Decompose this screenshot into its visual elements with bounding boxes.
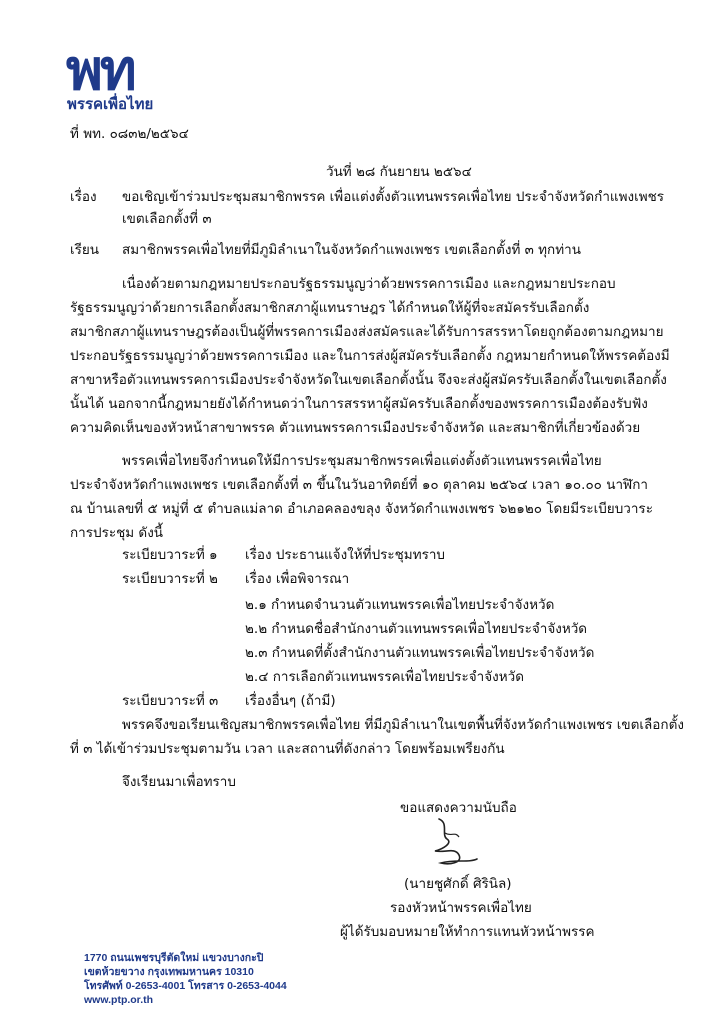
paragraph-line: ความคิดเห็นของหัวหน้าสาขาพรรค ตัวแทนพรรคการเมืองประจำจังหวัด และสมาชิกที่เกี่ยวข้องด้วย — [70, 420, 641, 436]
paragraph-line: สมาชิกสภาผู้แทนราษฎรต้องเป็นผู้ที่พรรคการเมืองส่งสมัครและได้รับการสรรหาโดยถูกต้องตามกฎหมาย — [70, 324, 664, 340]
subject-line-1: ขอเชิญเข้าร่วมประชุมสมาชิกพรรค เพื่อแต่งตั้งตัวแทนพรรคเพื่อไทย ประจำจังหวัดกำแพงเพชร — [122, 189, 665, 205]
paragraph-line: สาขาหรือตัวแทนพรรคการเมืองประจำจังหวัดในเขตเลือกตั้งนั้น จึงจะส่งผู้สมัครรับเลือกตั้งในเขตเลือกตั้ง — [70, 372, 667, 388]
agenda-item-subject: เรื่อง ประธานแจ้งให้ที่ประชุมทราบ — [245, 547, 446, 563]
handwritten-signature — [425, 813, 485, 873]
paragraph-line: ณ บ้านเลขที่ ๕ หมู่ที่ ๕ ตำบลแม่ลาด อำเภอคลองขลุง จังหวัดกำแพงเพชร ๖๒๑๒๐ โดยมีระเบียบวาระ — [70, 501, 653, 517]
agenda-subitem: ๒.๒ กำหนดชื่อสำนักงานตัวแทนพรรคเพื่อไทยประจำจังหวัด — [245, 621, 588, 637]
footer-address-line: เขตห้วยขวาง กรุงเทพมหานคร 10310 — [84, 966, 254, 978]
paragraph-line: ประจำจังหวัดกำแพงเพชร เขตเลือกตั้งที่ ๓ ขึ้นในวันอาทิตย์ที่ ๑๐ ตุลาคม ๒๕๖๔ เวลา ๑๐.๐๐ นาฬิกา — [70, 477, 649, 493]
footer-contact-line: โทรศัพท์ 0-2653-4001 โทรสาร 0-2653-4044 — [84, 980, 287, 992]
agenda-item-label: ระเบียบวาระที่ ๓ — [122, 693, 219, 709]
regards-text: ขอแสดงความนับถือ — [400, 800, 517, 816]
signer-title: รองหัวหน้าพรรคเพื่อไทย — [390, 900, 532, 916]
agenda-item-subject: เรื่อง เพื่อพิจารณา — [245, 571, 350, 587]
paragraph-line: รัฐธรรมนูญว่าด้วยการเลือกตั้งสมาชิกสภาผู้แทนราษฎร ได้กำหนดให้ผู้ที่จะสมัครรับเลือกตั้ง — [70, 300, 590, 316]
signer-name: (นายชูศักดิ์ ศิรินิล) — [404, 876, 512, 892]
agenda-subitem: ๒.๑ กำหนดจำนวนตัวแทนพรรคเพื่อไทยประจำจังหวัด — [245, 597, 555, 613]
footer-address-line: 1770 ถนนเพชรบุรีตัดใหม่ แขวงบางกะปิ — [84, 952, 264, 964]
agenda-subitem: ๒.๔ การเลือกตัวแทนพรรคเพื่อไทยประจำจังหวัด — [245, 669, 525, 685]
paragraph-line: เนื่องด้วยตามกฎหมายประกอบรัฐธรรมนูญว่าด้วยพรรคการเมือง และกฎหมายประกอบ — [122, 276, 616, 292]
recipient-label: เรียน — [70, 242, 100, 258]
recipient-text: สมาชิกพรรคเพื่อไทยที่มีภูมิลำเนาในจังหวัดกำแพงเพชร เขตเลือกตั้งที่ ๓ ทุกท่าน — [122, 242, 581, 258]
paragraph-line: ที่ ๓ ได้เข้าร่วมประชุมตามวัน เวลา และสถานที่ดังกล่าว โดยพร้อมเพรียงกัน — [70, 741, 505, 757]
agenda-subitem: ๒.๓ กำหนดที่ตั้งสำนักงานตัวแทนพรรคเพื่อไทยประจำจังหวัด — [245, 645, 595, 661]
footer-website: www.ptp.or.th — [84, 994, 154, 1006]
party-logo: พท — [66, 38, 134, 101]
signer-role: ผู้ได้รับมอบหมายให้ทำการแทนหัวหน้าพรรค — [340, 924, 595, 940]
paragraph-line: นั้นได้ นอกจากนี้กฎหมายยังได้กำหนดว่าในการสรรหาผู้สมัครรับเลือกตั้งของพรรคการเมืองต้องรับฟัง — [70, 396, 648, 412]
agenda-item-subject: เรื่องอื่นๆ (ถ้ามี) — [245, 693, 336, 709]
paragraph-line: พรรคเพื่อไทยจึงกำหนดให้มีการประชุมสมาชิกพรรคเพื่อแต่งตั้งตัวแทนพรรคเพื่อไทย — [122, 453, 602, 469]
letter-date: วันที่ ๒๘ กันยายน ๒๕๖๔ — [326, 164, 472, 180]
paragraph-line: ประกอบรัฐธรรมนูญว่าด้วยพรรคการเมือง และในการส่งผู้สมัครรับเลือกตั้ง กฎหมายกำหนดให้พรรคต้องมี — [70, 348, 670, 364]
agenda-item-label: ระเบียบวาระที่ ๑ — [122, 547, 218, 563]
document-number: ที่ พท. ๐๘๓๒/๒๕๖๔ — [70, 126, 189, 142]
paragraph-line: พรรคจึงขอเรียนเชิญสมาชิกพรรคเพื่อไทย ที่มีภูมิลำเนาในเขตพื้นที่จังหวัดกำแพงเพชร เขตเลือกตั้ง — [122, 717, 684, 733]
subject-line-2: เขตเลือกตั้งที่ ๓ — [122, 211, 212, 227]
agenda-item-label: ระเบียบวาระที่ ๒ — [122, 571, 218, 587]
paragraph-line: การประชุม ดังนี้ — [70, 525, 164, 541]
party-logo-name: พรรคเพื่อไทย — [67, 96, 154, 113]
subject-label: เรื่อง — [70, 189, 97, 205]
closing-text: จึงเรียนมาเพื่อทราบ — [122, 774, 236, 790]
